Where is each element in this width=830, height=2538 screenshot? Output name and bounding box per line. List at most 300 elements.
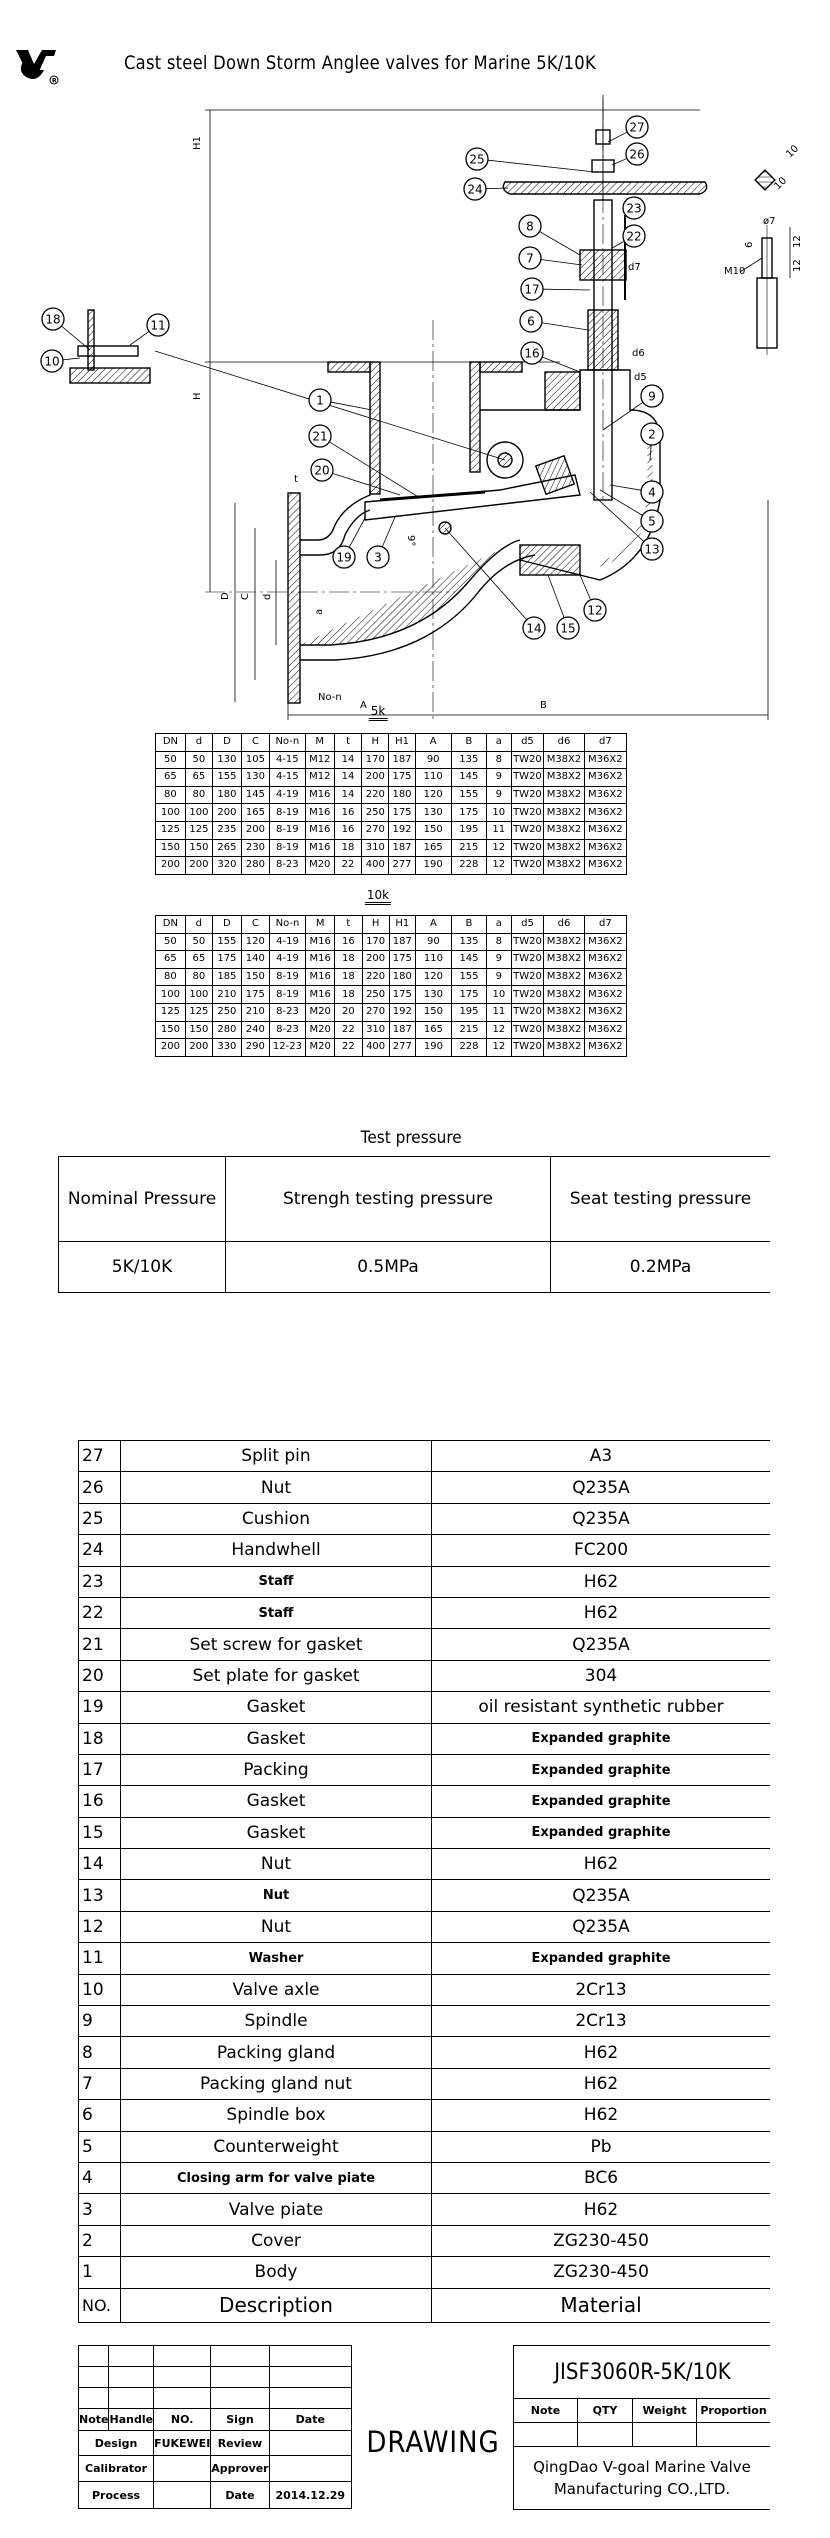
table-cell: 235: [212, 821, 241, 839]
part-material: 304: [432, 1660, 771, 1691]
table-cell: M38X2: [544, 821, 584, 839]
balloon-number: 15: [560, 621, 576, 636]
part-description: Counterweight: [121, 2131, 432, 2162]
table-cell: M16: [305, 821, 334, 839]
table-cell: 120: [415, 786, 451, 804]
table-cell: 280: [241, 857, 269, 875]
column-header: D: [212, 734, 241, 752]
balloon-number: 18: [45, 312, 61, 327]
leader-line: [608, 132, 627, 142]
parts-row: [79, 1849, 771, 1880]
part-description: Valve axle: [121, 1974, 432, 2005]
part-description: Set screw for gasket: [121, 1629, 432, 1660]
table-cell: 18: [335, 951, 362, 969]
table-cell: 175: [389, 951, 415, 969]
balloon-19: [333, 518, 365, 568]
column-header: DN: [156, 734, 186, 752]
table-cell: 200: [212, 804, 241, 822]
parts-row: [79, 1943, 771, 1974]
approver-value: [269, 2456, 351, 2482]
parts-row: [79, 2068, 771, 2099]
leader-line: [382, 517, 395, 547]
table-cell: 192: [389, 821, 415, 839]
table-cell: M16: [305, 786, 334, 804]
part-material: Q235A: [432, 1880, 771, 1911]
table-cell: 11: [486, 821, 511, 839]
table-cell: TW20: [511, 769, 544, 787]
table-cell: 50: [185, 933, 212, 951]
table-cell: 200: [362, 769, 389, 787]
table-cell: M36X2: [584, 821, 626, 839]
process-label: Process: [79, 2482, 154, 2509]
table-cell: 185: [212, 968, 241, 986]
table-cell: 320: [212, 857, 241, 875]
table-cell: 187: [389, 1021, 415, 1039]
part-material: H62: [432, 2194, 771, 2225]
part-description: Packing: [121, 1754, 432, 1785]
title-block-signatures: [78, 2345, 352, 2509]
part-description: Split pin: [121, 1441, 432, 1472]
balloon-18: [42, 308, 90, 350]
table-cell: TW20: [511, 751, 544, 769]
part-material: Q235A: [432, 1503, 771, 1534]
table-cell: 16: [334, 821, 361, 839]
table-cell: TW20: [511, 1039, 544, 1057]
part-number: 12: [79, 1911, 121, 1942]
column-header: d: [185, 734, 212, 752]
balloon-number: 13: [644, 542, 660, 557]
column-header: No-n: [269, 916, 305, 934]
table-cell: 65: [185, 769, 212, 787]
balloon-11: [130, 314, 169, 345]
table-cell: 22: [334, 857, 361, 875]
table-row: [156, 951, 627, 969]
leader-line: [331, 402, 372, 410]
company-name: [514, 2447, 771, 2510]
dim-label-six: 6: [744, 241, 755, 248]
table-cell: 130: [241, 769, 269, 787]
part-description: Gasket: [121, 1692, 432, 1723]
table-cell: 22: [335, 1021, 362, 1039]
table-cell: 125: [185, 821, 212, 839]
dim-label-d7: d7: [628, 262, 641, 273]
table-cell: M38X2: [544, 933, 584, 951]
part-number: 25: [79, 1503, 121, 1534]
balloon-number: 3: [374, 550, 382, 565]
table-cell: 9: [486, 786, 511, 804]
table-cell: TW20: [511, 1003, 544, 1021]
part-description: Packing gland nut: [121, 2068, 432, 2099]
table-cell: 240: [241, 1021, 269, 1039]
parts-row: [79, 1472, 771, 1503]
table-cell: 4-15: [269, 751, 305, 769]
part-number: 10: [79, 1974, 121, 2005]
table-cell: 65: [185, 951, 212, 969]
dim-label-d5: d5: [634, 372, 647, 383]
design-label: Design: [79, 2431, 154, 2456]
table-cell: 125: [185, 1003, 212, 1021]
leader-line: [600, 490, 643, 515]
part-description: Nut: [121, 1911, 432, 1942]
table-cell: 8-23: [269, 1003, 305, 1021]
dim-label-t: t: [294, 474, 298, 485]
column-header: d: [185, 916, 212, 934]
leader-line: [488, 160, 595, 172]
table-cell: TW20: [511, 933, 544, 951]
drawing-code: JISF3060R-5K/10K: [526, 2346, 757, 2399]
table-cell: 100: [185, 804, 212, 822]
company-line-2: Manufacturing CO.,LTD.: [553, 2480, 731, 2498]
balloon-number: 10: [44, 354, 60, 369]
table-cell: M36X2: [584, 786, 626, 804]
dim-label-m10: M10: [724, 266, 746, 277]
leader-line: [590, 492, 644, 542]
dim-label-twelve-b: 12: [792, 259, 803, 272]
table-cell: 125: [156, 1003, 186, 1021]
part-description: Set plate for gasket: [121, 1660, 432, 1691]
table-cell: M36X2: [584, 951, 626, 969]
table-cell: 175: [389, 769, 415, 787]
part-material: H62: [432, 2100, 771, 2131]
table-cell: TW20: [511, 1021, 544, 1039]
balloon-4: [610, 481, 663, 503]
design-value: FUKEWEI: [154, 2431, 211, 2456]
table-cell: M36X2: [584, 933, 626, 951]
column-header: B: [451, 734, 486, 752]
table-cell: 310: [362, 839, 389, 857]
table-cell: M20: [306, 1003, 335, 1021]
table-cell: 16: [335, 933, 362, 951]
part-description: Gasket: [121, 1786, 432, 1817]
column-header: a: [487, 916, 512, 934]
column-header: A: [415, 734, 451, 752]
table-cell: 135: [451, 933, 486, 951]
table-row: [156, 1003, 627, 1021]
leader-line: [540, 232, 580, 255]
table-cell: 200: [156, 857, 186, 875]
part-material: ZG230-450: [432, 2225, 771, 2256]
part-number: 2: [79, 2225, 121, 2256]
part-description: Staff: [121, 1597, 432, 1628]
part-material: BC6: [432, 2162, 771, 2193]
table-cell: 4-19: [269, 933, 305, 951]
dim-label-ten-b: 10: [772, 175, 790, 193]
table-cell: 150: [156, 839, 186, 857]
table-cell: 265: [212, 839, 241, 857]
part-number: 14: [79, 1849, 121, 1880]
table-cell: M36X2: [584, 968, 626, 986]
part-material: Expanded graphite: [432, 1786, 771, 1817]
leader-line: [130, 331, 149, 345]
test-pressure-table: [58, 1156, 770, 1293]
part-description: Gasket: [121, 1723, 432, 1754]
table-cell: 190: [415, 1039, 451, 1057]
balloon-number: 26: [629, 147, 645, 162]
column-header: d6: [544, 916, 584, 934]
table-cell: M36X2: [584, 839, 626, 857]
strength-testing-value: 0.5MPa: [226, 1242, 551, 1293]
parts-row: [79, 1974, 771, 2005]
table-row: [156, 1021, 627, 1039]
balloon-17: [521, 278, 590, 300]
parts-row: [79, 2131, 771, 2162]
table-cell: TW20: [511, 804, 544, 822]
table-cell: 105: [241, 751, 269, 769]
table-row: [156, 986, 627, 1004]
table-cell: M38X2: [544, 751, 584, 769]
leader-line: [63, 358, 80, 360]
table-row: [156, 786, 627, 804]
part-number: 21: [79, 1629, 121, 1660]
table-cell: 155: [451, 968, 486, 986]
balloon-26: [612, 143, 648, 165]
part-number: 5: [79, 2131, 121, 2162]
calibrator-value: [154, 2456, 211, 2482]
table-row: [156, 821, 627, 839]
company-line-1: QingDao V-goal Marine Valve: [533, 2458, 751, 2476]
table-cell: M38X2: [544, 1039, 584, 1057]
part-number: 6: [79, 2100, 121, 2131]
dim-label-d: d: [262, 593, 273, 600]
part-material: Pb: [432, 2131, 771, 2162]
balloon-number: 8: [526, 219, 534, 234]
balloon-number: 6: [527, 314, 535, 329]
part-material: Expanded graphite: [432, 1943, 771, 1974]
table-cell: M38X2: [544, 1003, 584, 1021]
part-material: Expanded graphite: [432, 1723, 771, 1754]
table-cell: M36X2: [584, 1003, 626, 1021]
table-cell: 175: [389, 804, 415, 822]
table-cell: 250: [362, 804, 389, 822]
table-cell: M16: [305, 804, 334, 822]
table-cell: 187: [389, 751, 415, 769]
part-number: 17: [79, 1754, 121, 1785]
table-cell: 18: [335, 986, 362, 1004]
table-cell: 175: [451, 986, 486, 1004]
table-cell: TW20: [511, 986, 544, 1004]
document-title: Cast steel Down Storm Anglee valves for Marine 5K/10K: [124, 52, 596, 74]
table-cell: 170: [362, 933, 389, 951]
table-cell: 150: [241, 968, 269, 986]
table-cell: 8-19: [269, 968, 305, 986]
column-header: B: [451, 916, 486, 934]
dim-label-a: A: [360, 700, 367, 711]
leader-line: [603, 402, 643, 430]
table-cell: M16: [306, 986, 335, 1004]
table-cell: 8-19: [269, 804, 305, 822]
dim-label-no-n: No-n: [318, 692, 342, 703]
table-cell: 90: [415, 751, 451, 769]
table-cell: 187: [389, 933, 415, 951]
leader-line: [61, 326, 90, 350]
table-row: [156, 857, 627, 875]
column-header: C: [241, 916, 269, 934]
part-description: Handwhell: [121, 1535, 432, 1566]
table-cell: 150: [156, 1021, 186, 1039]
parts-row: [79, 1566, 771, 1597]
balloon-24: [464, 178, 508, 200]
seat-testing-value: 0.2MPa: [551, 1242, 771, 1293]
table-cell: 4-15: [269, 769, 305, 787]
parts-row: [79, 2225, 771, 2256]
table-cell: 20: [335, 1003, 362, 1021]
table-cell: 165: [241, 804, 269, 822]
balloon-number: 7: [526, 251, 534, 266]
part-number: 13: [79, 1880, 121, 1911]
table-cell: 280: [212, 1021, 241, 1039]
table-cell: 165: [415, 1021, 451, 1039]
balloon-12: [580, 575, 606, 621]
table-cell: M16: [305, 839, 334, 857]
table-cell: 10: [487, 986, 512, 1004]
part-material: 2Cr13: [432, 1974, 771, 2005]
rev-header-date: Date: [269, 2409, 351, 2431]
leader-line: [580, 575, 591, 600]
parts-row: [79, 1786, 771, 1817]
table-cell: 9: [486, 769, 511, 787]
leader-line: [349, 518, 365, 547]
column-header: d5: [511, 916, 544, 934]
table-cell: 14: [334, 786, 361, 804]
part-number: 15: [79, 1817, 121, 1848]
table-cell: 100: [156, 804, 186, 822]
dim-label-d: D: [220, 592, 231, 600]
balloon-number: 17: [524, 282, 540, 297]
column-header: t: [334, 734, 361, 752]
table-cell: 200: [241, 821, 269, 839]
dim-label-phi7: ø7: [763, 216, 776, 227]
table-cell: M12: [305, 751, 334, 769]
part-material: ZG230-450: [432, 2257, 771, 2288]
part-number: 23: [79, 1566, 121, 1597]
balloon-number: 21: [312, 429, 328, 444]
column-header: C: [241, 734, 269, 752]
column-header: DN: [156, 916, 186, 934]
part-material: Q235A: [432, 1911, 771, 1942]
table-cell: 8-23: [269, 1021, 305, 1039]
table-cell: 277: [389, 857, 415, 875]
table-cell: 170: [362, 751, 389, 769]
table-cell: 130: [415, 804, 451, 822]
balloon-22: [612, 225, 645, 248]
part-number: 9: [79, 2006, 121, 2037]
table-cell: 155: [451, 786, 486, 804]
table-cell: 187: [389, 839, 415, 857]
part-description: Cushion: [121, 1503, 432, 1534]
part-material: H62: [432, 2068, 771, 2099]
part-number: 19: [79, 1692, 121, 1723]
column-header: d6: [544, 734, 584, 752]
balloon-23: [623, 197, 645, 219]
balloon-number: 4: [648, 485, 656, 500]
table-cell: 228: [451, 857, 486, 875]
part-material: H62: [432, 1597, 771, 1628]
part-description: Spindle box: [121, 2100, 432, 2131]
title-block-info: [513, 2345, 770, 2510]
table-cell: 65: [156, 951, 186, 969]
table-cell: 180: [212, 786, 241, 804]
table-cell: 8-23: [269, 857, 305, 875]
table-cell: M36X2: [584, 751, 626, 769]
balloon-number: 20: [314, 463, 330, 478]
table-cell: 200: [185, 857, 212, 875]
part-description: Closing arm for valve piate: [121, 2162, 432, 2193]
table-cell: TW20: [511, 857, 544, 875]
part-material: Expanded graphite: [432, 1754, 771, 1785]
balloon-number: 27: [629, 120, 645, 135]
table-cell: 50: [156, 933, 186, 951]
balloon-number: 2: [648, 427, 656, 442]
table-cell: 135: [451, 751, 486, 769]
parts-row: [79, 1817, 771, 1848]
rev-header-no: NO.: [154, 2409, 211, 2431]
table-cell: 110: [415, 769, 451, 787]
parts-row: [79, 2100, 771, 2131]
table-cell: M38X2: [544, 968, 584, 986]
table-cell: 155: [212, 933, 241, 951]
table-cell: 80: [156, 968, 186, 986]
table-cell: 250: [362, 986, 389, 1004]
table-cell: 400: [362, 1039, 389, 1057]
table-cell: 120: [241, 933, 269, 951]
part-material: Expanded graphite: [432, 1817, 771, 1848]
table-cell: 50: [185, 751, 212, 769]
part-description: Gasket: [121, 1817, 432, 1848]
parts-list-table: [78, 1440, 770, 2323]
table-cell: 200: [362, 951, 389, 969]
table-cell: M38X2: [544, 804, 584, 822]
balloon-number: 24: [467, 182, 483, 197]
leader-line: [542, 323, 588, 330]
part-description: Spindle: [121, 2006, 432, 2037]
table-5k-caption: 5k: [369, 704, 388, 718]
column-header: a: [486, 734, 511, 752]
parts-row: [79, 1660, 771, 1691]
dim-label-b: B: [540, 700, 547, 711]
balloon-15: [548, 575, 579, 639]
table-cell: 22: [335, 1039, 362, 1057]
part-material: FC200: [432, 1535, 771, 1566]
review-label: Review: [211, 2431, 269, 2456]
table-cell: 150: [415, 821, 451, 839]
table-cell: 14: [334, 769, 361, 787]
column-header: H1: [389, 734, 415, 752]
table-cell: 165: [415, 839, 451, 857]
balloon-number: 9: [648, 389, 656, 404]
dim-label-c: C: [240, 593, 251, 600]
leader-line: [543, 289, 590, 290]
date-label: Date: [211, 2482, 269, 2509]
table-row: [156, 933, 627, 951]
table-cell: 80: [185, 968, 212, 986]
balloon-number: 1: [316, 393, 324, 408]
table-cell: 90: [415, 933, 451, 951]
table-cell: M38X2: [544, 769, 584, 787]
table-cell: M38X2: [544, 839, 584, 857]
balloon-1: [309, 389, 372, 411]
part-number: 18: [79, 1723, 121, 1754]
part-number: 11: [79, 1943, 121, 1974]
table-cell: 175: [389, 986, 415, 1004]
part-number: 3: [79, 2194, 121, 2225]
table-10k-caption: 10k: [365, 888, 391, 902]
balloon-number: 23: [626, 201, 642, 216]
leader-line: [332, 473, 400, 495]
table-cell: 155: [212, 769, 241, 787]
header-material: Material: [432, 2288, 771, 2322]
column-header: No-n: [269, 734, 305, 752]
table-cell: 8: [487, 933, 512, 951]
